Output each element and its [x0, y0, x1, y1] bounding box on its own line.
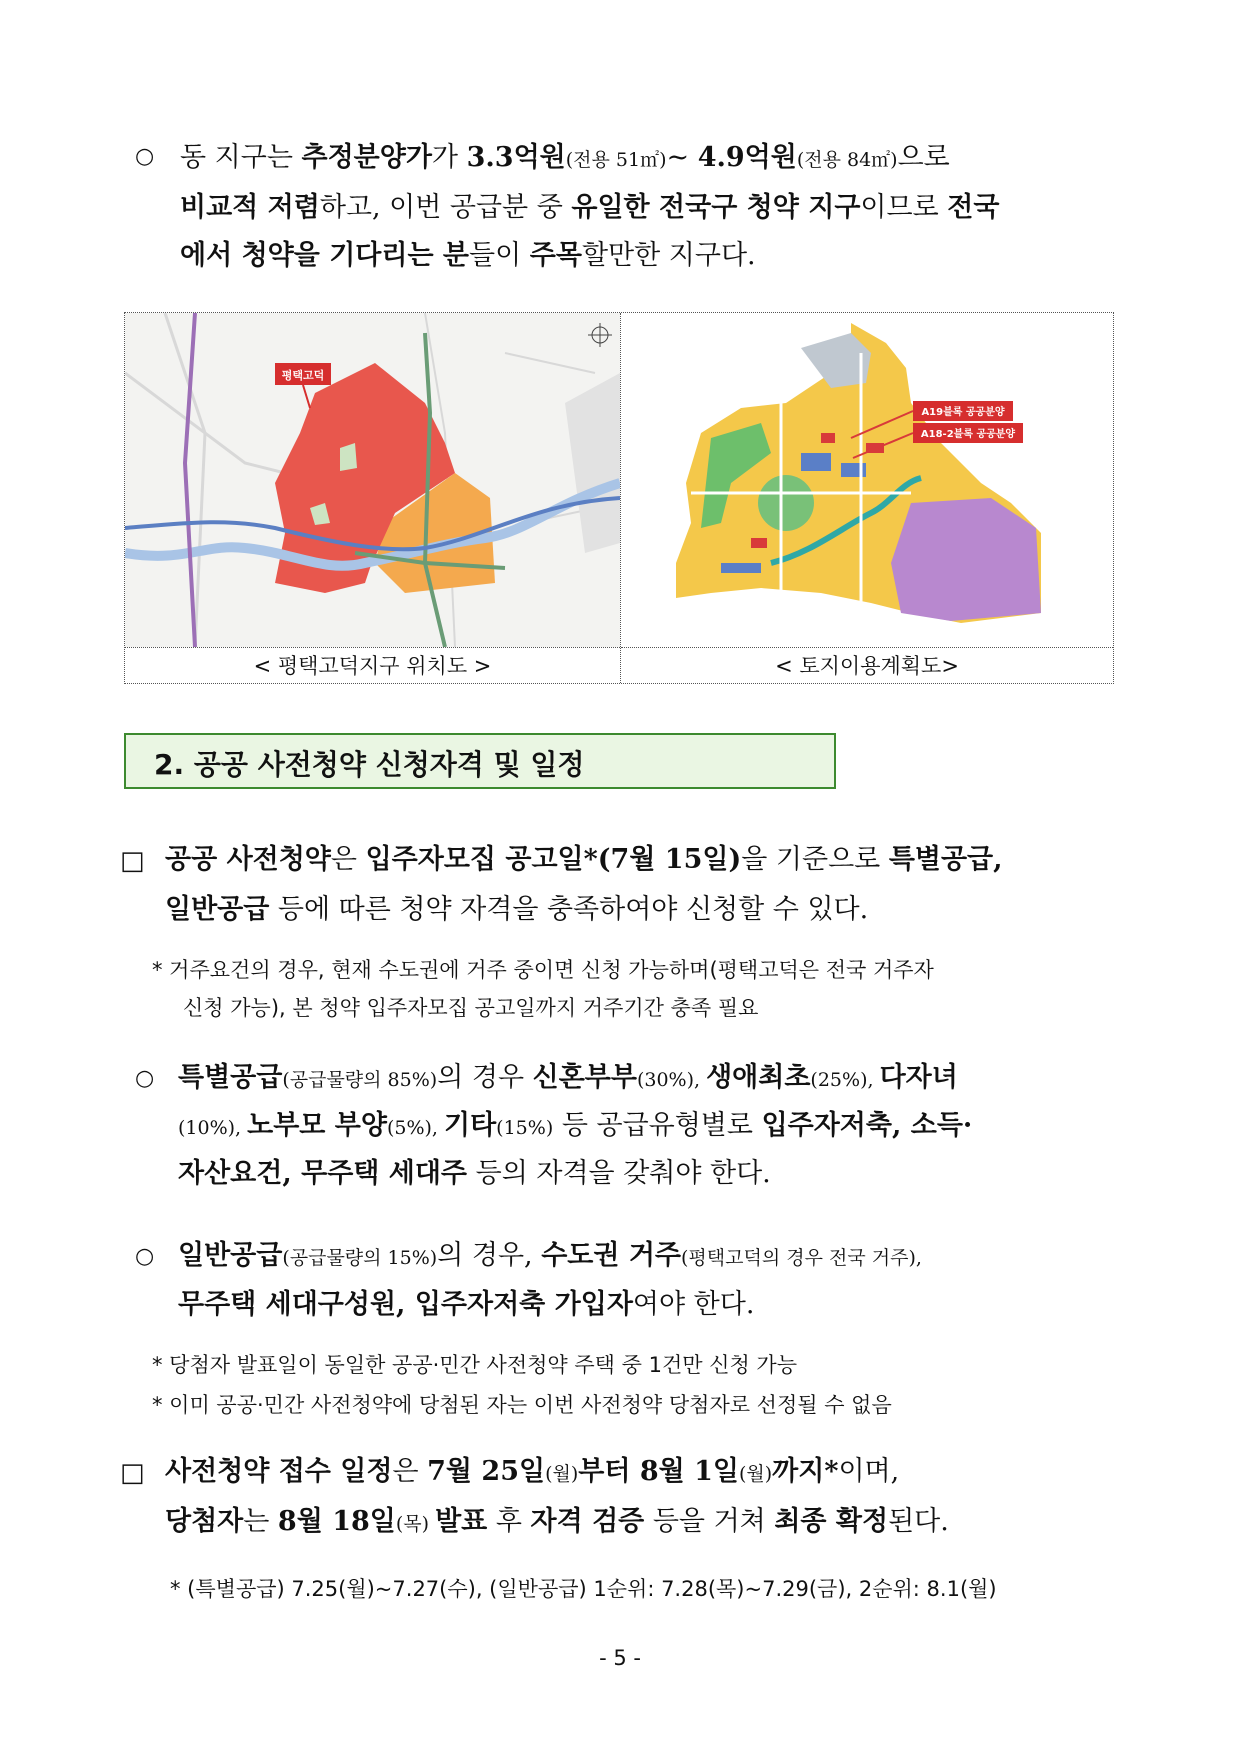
caption-land-use-plan: < 토지이용계획도> [621, 647, 1113, 684]
p4-line-1: 사전청약 접수 일정은 7월 25일(월)부터 8월 1일(월)까지*이며, [165, 1456, 900, 1487]
land-use-plan-map [621, 313, 1113, 647]
p2-line-3: 자산요건, 무주택 세대주 등의 자격을 갖춰야 한다. [178, 1158, 771, 1189]
note1-line-1: * 거주요건의 경우, 현재 수도권에 거주 중이면 신청 가능하며(평택고덕은 전국 거주자 [152, 958, 934, 982]
note2-line-2: * 이미 공공·민간 사전청약에 당첨된 자는 이번 사전청약 당첨자로 선정될 수 없음 [152, 1393, 892, 1417]
map-label-a19: A19블록 공공분양 [921, 407, 1005, 418]
p3-line-1: 일반공급(공급물량의 15%)의 경우, 수도권 거주(평택고덕의 경우 전국 거주), [178, 1240, 922, 1271]
section-title: 2. 공공 사전청약 신청자격 및 일정 [154, 748, 585, 781]
figure-divider [620, 313, 621, 683]
section-heading [124, 733, 836, 789]
location-map [125, 313, 620, 647]
p3-line-2: 무주택 세대구성원, 입주자저축 가입자여야 한다. [178, 1289, 755, 1320]
figure-box [124, 312, 1114, 684]
p2-line-1: 특별공급(공급물량의 85%)의 경우 신혼부부(30%), 생애최초(25%), 다자녀 [178, 1062, 958, 1093]
note1-line-2: 신청 가능), 본 청약 입주자모집 공고일까지 거주기간 충족 필요 [183, 996, 759, 1020]
p1-line-1: 공공 사전청약은 입주자모집 공고일*(7월 15일)을 기준으로 특별공급, [165, 844, 1003, 875]
map-label-a18: A18-2블록 공공분양 [920, 429, 1016, 440]
land-use-plan-image [621, 313, 1113, 647]
p1-line-2: 일반공급 등에 따른 청약 자격을 충족하여야 신청할 수 있다. [165, 894, 869, 925]
map-label-godeok: 평택고덕 [281, 369, 325, 382]
p4-box-bullet: □ [120, 1458, 145, 1488]
intro-line-1: 동 지구는 추정분양가가 3.3억원(전용 51㎡)~ 4.9억원(전용 84㎡)으로 [180, 142, 950, 173]
intro-bullet: ○ [135, 144, 155, 169]
location-map-image [125, 313, 620, 647]
p2-bullet: ○ [135, 1066, 155, 1091]
p1-box-bullet: □ [120, 846, 145, 876]
page-number: - 5 - [599, 1646, 641, 1670]
p2-line-2: (10%), 노부모 부양(5%), 기타(15%) 등 공급유형별로 입주자저축, 소득· [178, 1110, 973, 1141]
intro-line-2: 비교적 저렴하고, 이번 공급분 중 유일한 전국구 청약 지구이므로 전국 [180, 192, 1000, 223]
caption-location-map: < 평택고덕지구 위치도 > [125, 647, 620, 684]
p3-bullet: ○ [135, 1244, 155, 1269]
note-schedule-detail: * (특별공급) 7.25(월)~7.27(수), (일반공급) 1순위: 7.28(목)~7.29(금), 2순위: 8.1(월) [170, 1577, 997, 1601]
p4-line-2: 당첨자는 8월 18일(목) 발표 후 자격 검증 등을 거쳐 최종 확정된다. [165, 1506, 949, 1537]
note2-line-1: * 당첨자 발표일이 동일한 공공·민간 사전청약 주택 중 1건만 신청 가능 [152, 1353, 798, 1377]
intro-line-3: 에서 청약을 기다리는 분들이 주목할만한 지구다. [180, 240, 756, 271]
